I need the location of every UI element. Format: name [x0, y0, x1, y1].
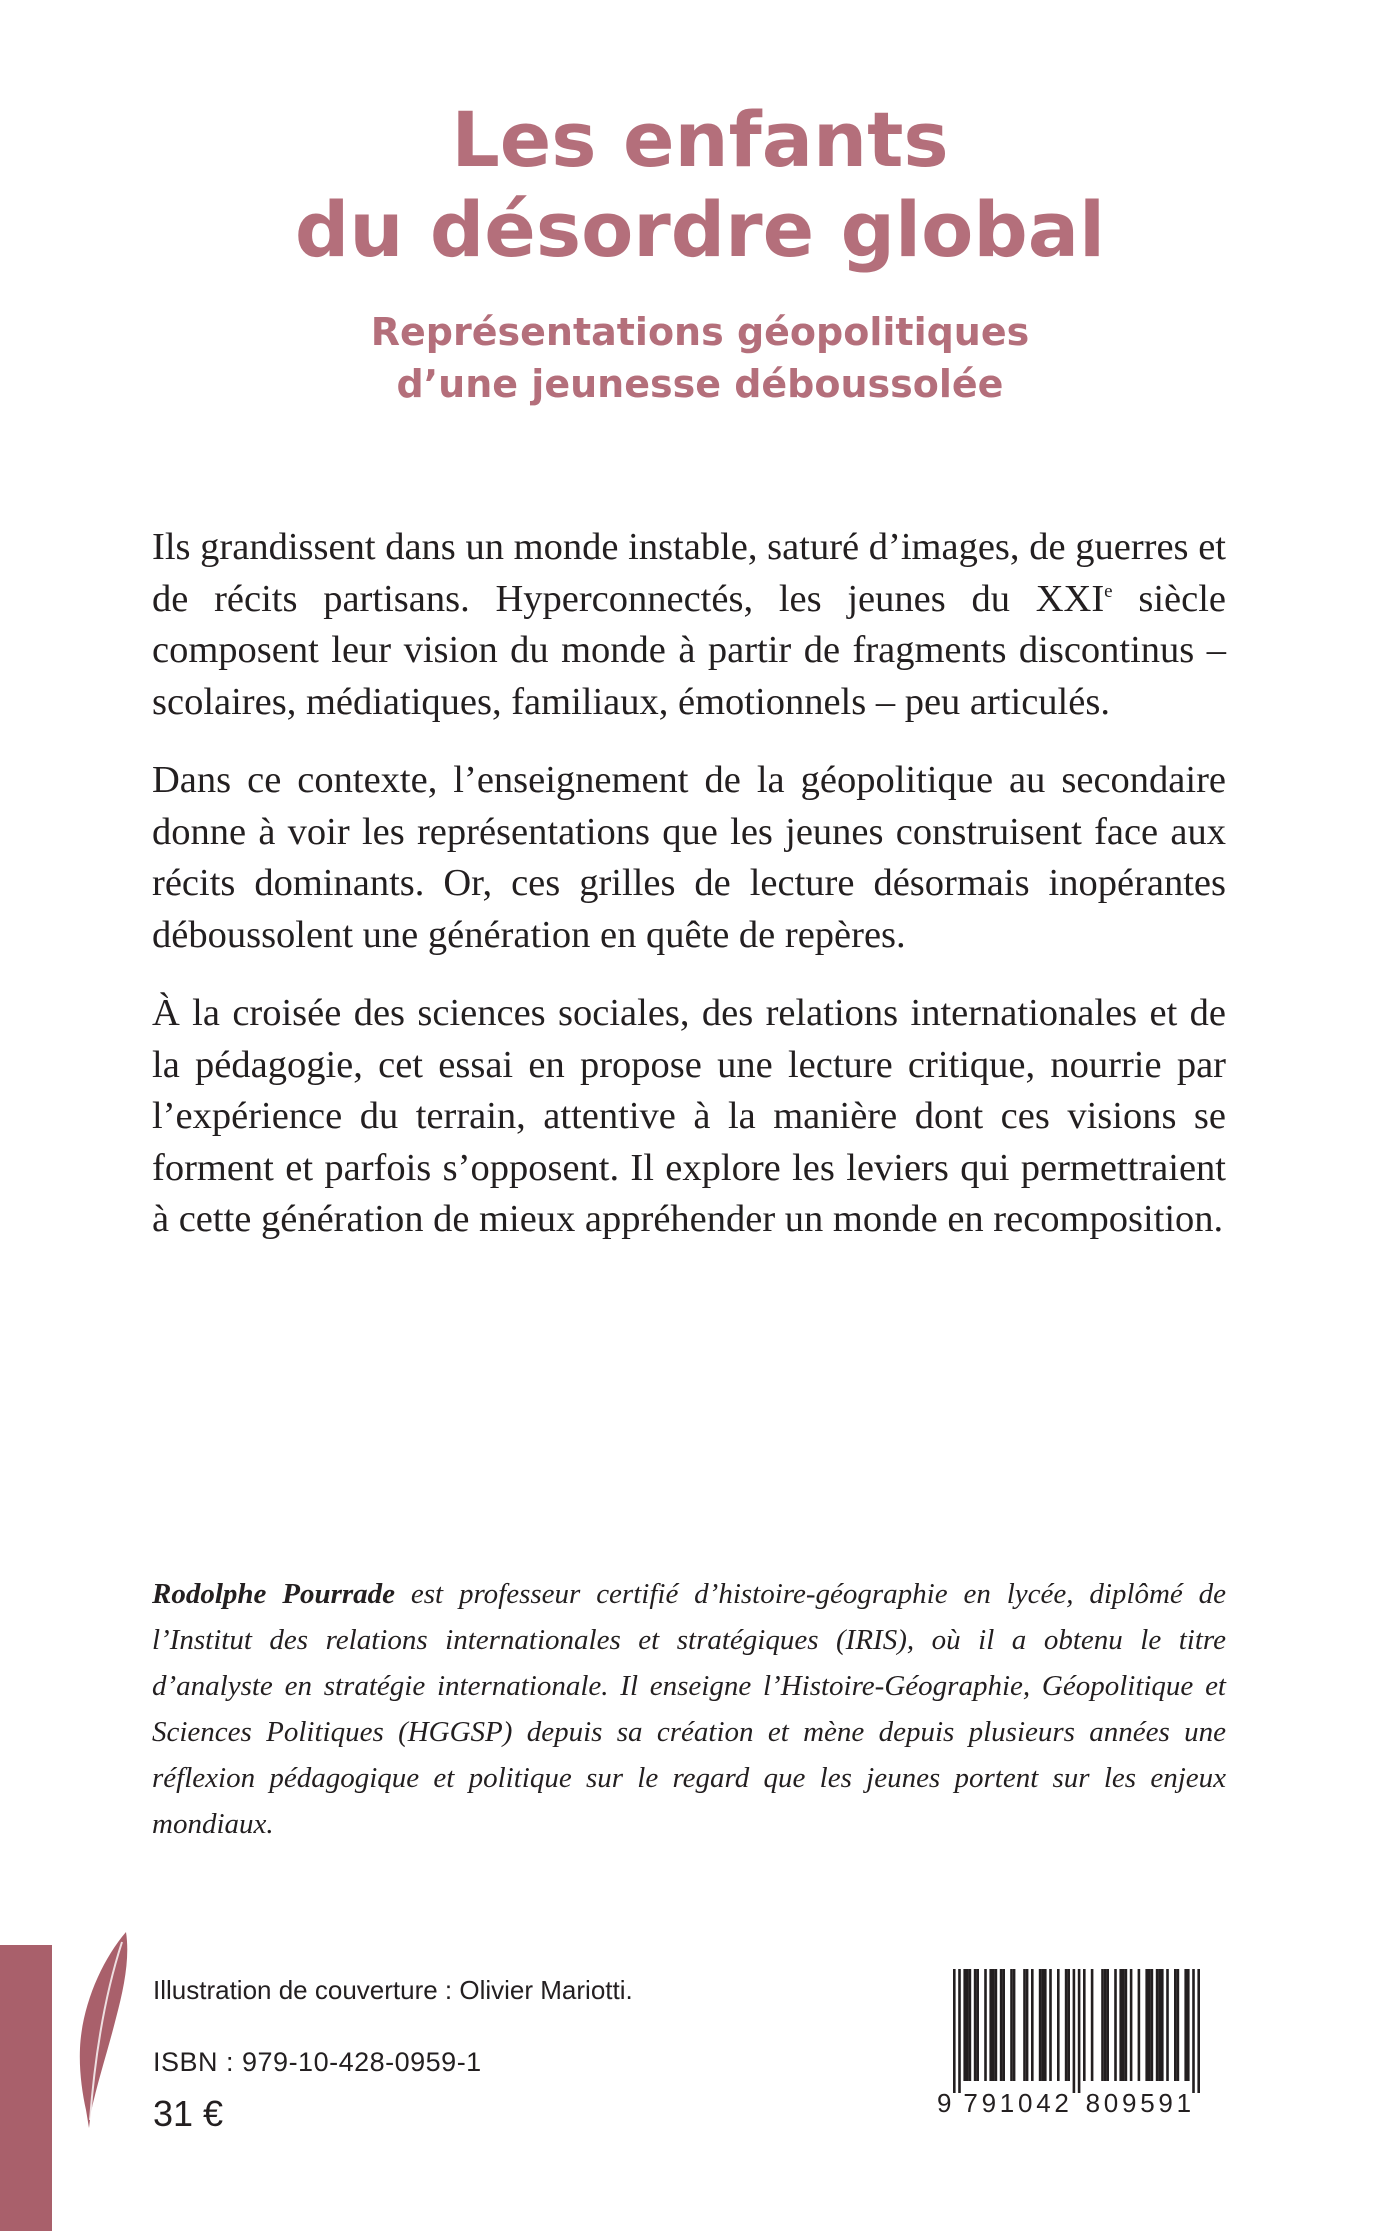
barcode-bar	[1041, 1969, 1044, 2081]
barcode-bar	[1044, 1969, 1047, 2081]
barcode-digit: 1	[999, 2088, 1015, 2117]
back-cover-blurb	[152, 522, 1226, 1273]
blurb-p1-text-a: Ils grandissent dans un monde instable, saturé d’images, de guerres et de récits partisans. Hyperconnectés, les jeunes du XXI	[152, 526, 1226, 620]
barcode-bar	[1010, 1969, 1013, 2081]
barcode-bar	[984, 1969, 987, 2081]
barcode-bar	[1156, 1969, 1159, 2081]
barcode-bar	[963, 1969, 966, 2081]
barcode-bar	[1145, 1969, 1148, 2081]
barcode-bar	[1197, 1969, 1200, 2093]
barcode-bar	[1057, 1969, 1060, 2081]
barcode-bar	[1101, 1969, 1104, 2081]
blurb-paragraph-2: Dans ce contexte, l’enseignement de la géopolitique au secondaire donne à voir les représentations que les jeunes construisent face aux récits dominants. Or, ces grilles de lecture désormais inopérantes déboussolent une génération en quête de repères.	[152, 759, 1226, 956]
barcode-bar	[1091, 1969, 1094, 2081]
barcode-bar	[1083, 1969, 1086, 2081]
barcode-bar	[1104, 1969, 1107, 2081]
barcode-bar	[969, 1969, 972, 2081]
barcode-bar	[1049, 1969, 1052, 2081]
barcode-bar	[976, 1969, 979, 2081]
author-bio	[152, 1571, 1226, 1847]
barcode-bar	[1078, 1969, 1081, 2093]
barcode-bar	[1114, 1969, 1117, 2081]
barcode-bar	[1177, 1969, 1180, 2081]
isbn-number: ISBN : 979-10-428-0959-1	[153, 2047, 482, 2077]
barcode-bar	[974, 1969, 977, 2081]
barcode-digit: 9	[1122, 2088, 1137, 2117]
publisher-color-bar	[0, 1945, 52, 2231]
price-label: 31 €	[153, 2093, 224, 2134]
barcode-digit: 9	[1158, 2088, 1173, 2117]
barcode-bar	[1013, 1969, 1016, 2081]
barcode-bar	[1122, 1969, 1125, 2081]
subtitle-line-2: d’une jeunesse déboussolée	[396, 362, 1004, 406]
barcode-bar	[1002, 1969, 1005, 2081]
barcode-digit: 8	[1085, 2088, 1101, 2117]
barcode-bar	[1184, 1969, 1187, 2081]
barcode-bar	[1174, 1969, 1177, 2081]
barcode-bar	[992, 1969, 995, 2081]
barcode-bar	[1026, 1969, 1029, 2081]
barcode-bar	[1039, 1969, 1042, 2081]
barcode-bar	[1138, 1969, 1141, 2081]
barcode-bar	[995, 1969, 998, 2081]
barcode-bar	[1166, 1969, 1169, 2081]
barcode-digit: 0	[1103, 2088, 1119, 2117]
book-title	[0, 95, 1400, 275]
blurb-p1-text-b: siècle composent leur vision du monde à partir de fragments discontinus – scolaires, médiatiques, familiaux, émotionnels – peu articulés.	[152, 577, 1226, 723]
barcode-digit: 0	[1018, 2088, 1033, 2117]
barcode-bar	[1158, 1969, 1161, 2081]
barcode-bar	[1065, 1969, 1068, 2081]
barcode-digit: 1	[1176, 2088, 1192, 2117]
barcode-bar	[1119, 1969, 1122, 2081]
barcode-bar	[1031, 1969, 1034, 2081]
title-line-1: Les enfants	[451, 95, 949, 184]
barcode-bar	[1125, 1969, 1128, 2081]
century-superscript: e	[1104, 580, 1113, 602]
blurb-paragraph-3: À la croisée des sciences sociales, des relations internationales et de la pédagogie, cet essai en propose une lecture critique, nourrie par l’expérience du terrain, attentive à la manière dont ces visions se forment et parfois s’opposent. Il explore les leviers qui permettraient à cette génération de mieux appréhender un monde en recomposition.	[152, 992, 1226, 1240]
barcode-bar	[1151, 1969, 1154, 2081]
barcode-bar	[953, 1969, 956, 2093]
barcode-bar	[966, 1969, 969, 2081]
illustration-credit: Illustration de couverture : Olivier Mariotti.	[153, 1975, 633, 2005]
quill-feather-icon	[72, 1930, 130, 2130]
barcode-bar	[1192, 1969, 1195, 2093]
barcode-bar	[1000, 1969, 1003, 2081]
author-bio-text: est professeur certifié d’histoire-géographie en lycée, diplômé de l’Institut des relations internationales et stratégiques (IRIS), où il a obtenu le titre d’analyste en stratégie internationale. Il enseigne l’Histoire-Géographie, Géopolitique et Sciences Politiques (HGGSP) depuis sa création et mène depuis plusieurs années une réflexion pédagogique et politique sur le regard que les jeunes portent sur les enjeux mondiaux.	[152, 1578, 1226, 1840]
barcode-digit: 5	[1140, 2088, 1155, 2117]
barcode-digit: 7	[963, 2088, 978, 2117]
barcode-bar	[1067, 1969, 1070, 2081]
barcode-digit: 2	[1054, 2088, 1069, 2117]
barcode-bar	[1073, 1969, 1076, 2093]
subtitle-line-1: Représentations géopolitiques	[370, 310, 1030, 354]
blurb-paragraph-1	[152, 522, 1226, 728]
barcode-digit: 9	[937, 2088, 952, 2117]
barcode-bar	[1161, 1969, 1164, 2081]
title-line-2: du désordre global	[294, 185, 1106, 274]
barcode-digit: 4	[1036, 2088, 1051, 2117]
barcode-bar	[1187, 1969, 1190, 2081]
isbn-barcode	[927, 1965, 1223, 2117]
barcode-digit: 9	[981, 2088, 997, 2117]
barcode-bar	[1106, 1969, 1109, 2081]
barcode-bar	[958, 1969, 961, 2093]
barcode-bar	[989, 1969, 992, 2081]
barcode-bar	[1023, 1969, 1026, 2081]
barcode-bar	[1130, 1969, 1133, 2081]
book-subtitle	[0, 306, 1400, 410]
barcode-bar	[1148, 1969, 1151, 2081]
author-name: Rodolphe Pourrade	[152, 1578, 396, 1610]
